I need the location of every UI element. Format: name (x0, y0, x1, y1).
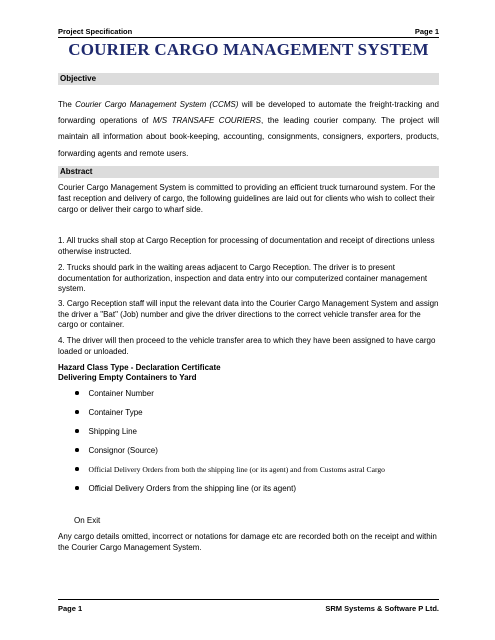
list-item (75, 427, 137, 437)
hazard-heading: Hazard Class Type - Declaration Certificate (58, 363, 221, 372)
guideline-2: 2. Trucks should park in the waiting areas adjacent to Cargo Reception. The driver is to present documentation for authorization, inspection and data entry into our computerized container management system. (58, 263, 428, 293)
bullet-dot-icon (75, 391, 79, 395)
document-title: COURIER CARGO MANAGEMENT SYSTEM (68, 40, 429, 59)
abstract-heading: Abstract (58, 166, 439, 178)
list-item-text: Official Delivery Orders from both the shipping line (or its agent) and from Customs astral Cargo (88, 465, 385, 474)
bullet-dot-icon (75, 448, 79, 452)
list-item (75, 389, 154, 399)
list-item (75, 484, 296, 494)
bullet-dot-icon (75, 467, 79, 471)
list-item (75, 446, 158, 456)
objective-text-middle: will be developed to automate the freight-tracking and forwarding operations of (58, 100, 439, 126)
on-exit-label: On Exit (74, 516, 101, 525)
header-rule (58, 37, 439, 38)
objective-heading: Objective (58, 73, 439, 85)
list-item (75, 408, 143, 418)
guideline-4: 4. The driver will then proceed to the vehicle transfer area to which they have been assigned to have cargo loaded or unloaded. (58, 336, 436, 356)
list-item-text: Container Type (88, 408, 143, 417)
guideline-1: 1. All trucks shall stop at Cargo Reception for processing of documentation and receipt of directions unless otherwise instructed. (58, 236, 435, 256)
delivering-heading: Delivering Empty Containers to Yard (58, 373, 197, 382)
footer-rule (58, 599, 439, 600)
footer-left: Page 1 (58, 604, 83, 613)
list-item (75, 465, 385, 475)
objective-text-start: The (58, 100, 76, 109)
objective-company-name: M/S TRANSAFE COURIERS (152, 116, 262, 126)
list-item-text: Container Number (88, 389, 154, 398)
bullet-dot-icon (75, 486, 79, 490)
objective-text-end: , the leading courier company. The project will maintain all information about book-keeping, accounting, consignments, consigners, exporters, products, forwarding agents and remote users. (58, 116, 439, 158)
bullet-dot-icon (75, 410, 79, 414)
header-left: Project Specification (58, 27, 133, 36)
header-page-number: Page 1 (414, 27, 439, 36)
footer-company: SRM Systems & Software P Ltd. (325, 604, 439, 613)
bullet-dot-icon (75, 429, 79, 433)
objective-system-name: Courier Cargo Management System (CCMS) (75, 100, 239, 109)
list-item-text: Shipping Line (88, 427, 137, 436)
on-exit-paragraph: Any cargo details omitted, incorrect or notations for damage etc are recorded both on the receipt and within the Courier Cargo Management System. (58, 532, 437, 552)
objective-paragraph (58, 97, 439, 162)
list-item-text: Consignor (Source) (88, 446, 158, 455)
abstract-paragraph: Courier Cargo Management System is committed to providing an efficient truck turnaround system. For the fast reception and delivery of cargo, the following guidelines are laid out for clients who wish to collect their cargo or deliver their cargo to wharf side. (58, 183, 436, 215)
guideline-3: 3. Cargo Reception staff will input the relevant data into the Courier Cargo Management System and assign the driver a "Bat" (Job) number and give the driver directions to the correct vehicle transfer area for the cargo or container. (58, 299, 439, 329)
list-item-text: Official Delivery Orders from the shipping line (or its agent) (88, 484, 296, 493)
